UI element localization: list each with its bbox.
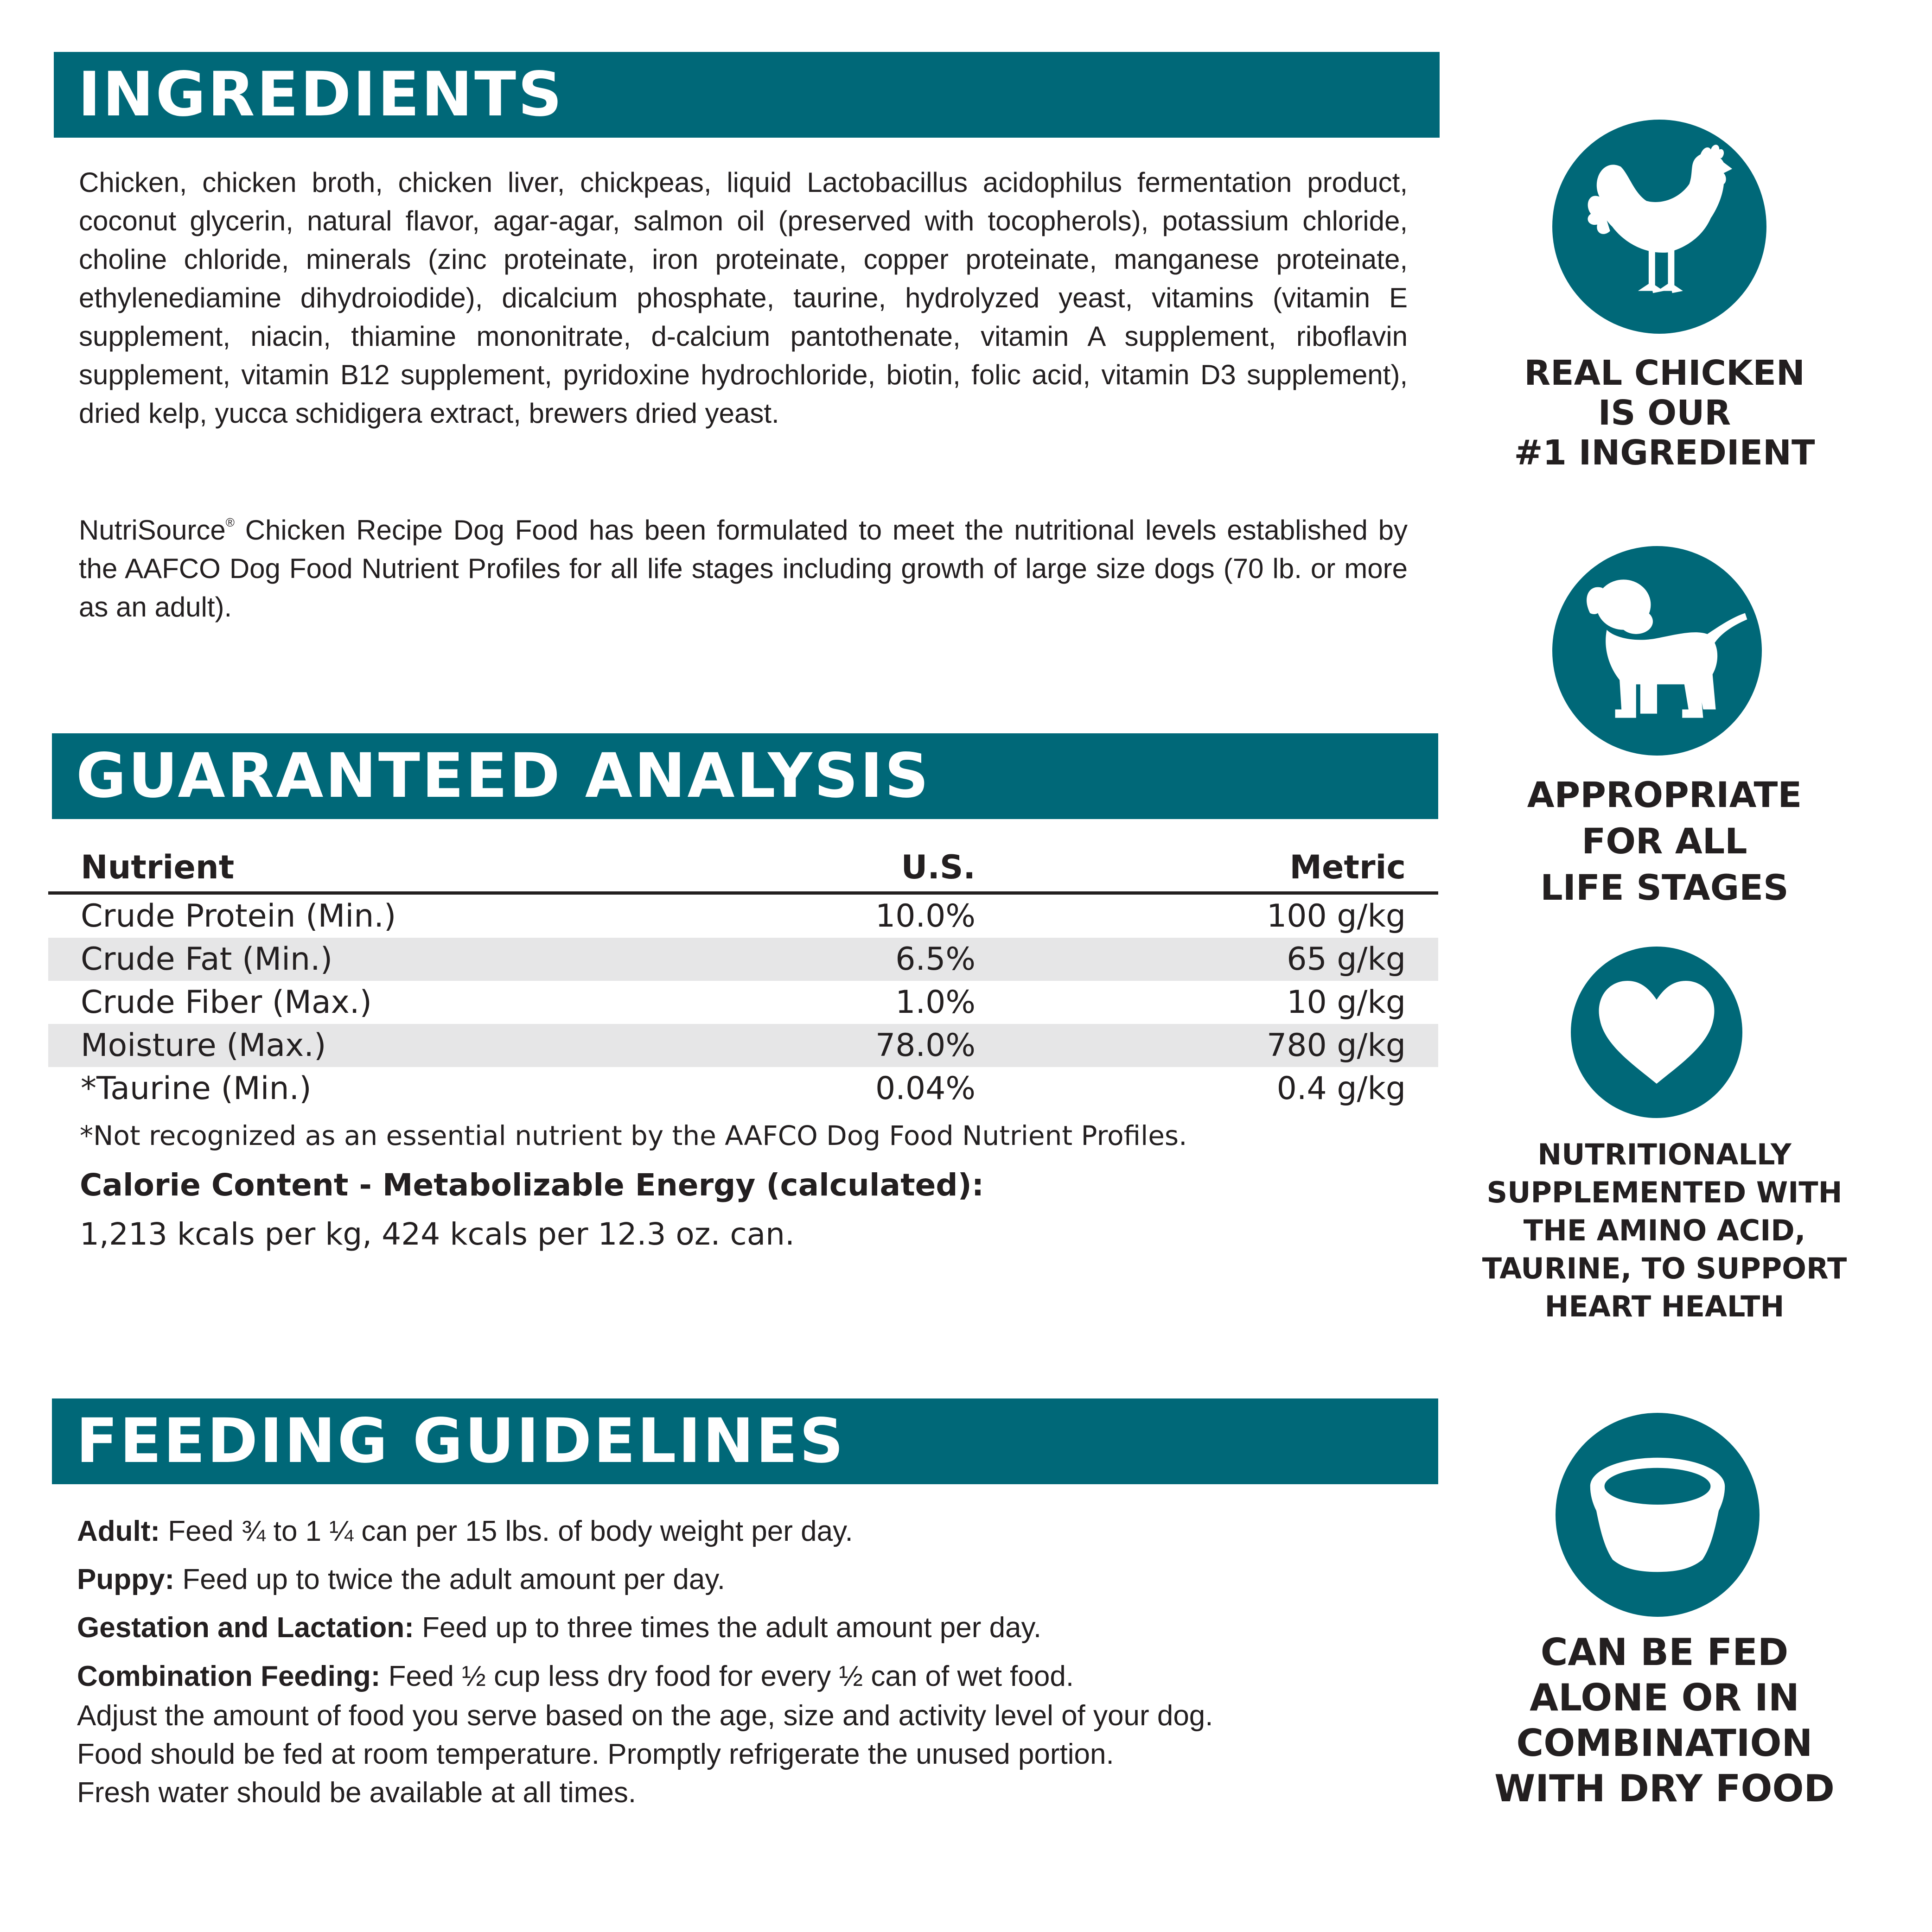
feeding-puppy-text: Feed up to twice the adult amount per day. xyxy=(174,1563,726,1595)
registered-mark: ® xyxy=(225,515,235,529)
badge-line: FOR ALL xyxy=(1581,820,1747,862)
table-row xyxy=(48,938,1438,981)
nutrient-us-value: 0.04% xyxy=(875,1070,976,1107)
analysis-table-header xyxy=(48,844,1438,895)
badge-line: CAN BE FED xyxy=(1540,1631,1789,1674)
nutrient-name: Crude Fiber (Max.) xyxy=(81,984,372,1021)
bowl-icon xyxy=(1556,1413,1760,1617)
analysis-heading: GUARANTEED ANALYSIS xyxy=(52,733,1438,819)
puppy-icon xyxy=(1552,546,1762,756)
badge-life-stages xyxy=(1433,772,1896,911)
badge-line: HEART HEALTH xyxy=(1544,1290,1785,1323)
ingredients-list: Chicken, chicken broth, chicken liver, chickpeas, liquid Lactobacillus acidophilus fermentation product, coconut glycerin, natural flavor, agar-agar, salmon oil (preserved with tocopherols), potassium chloride, choline chloride, minerals (zinc proteinate, iron proteinate, copper proteinate, manganese proteinate, ethylenediamine dihydroiodide), dicalcium phosphate, taurine, hydrolyzed yeast, vitamins (vitamin E supplement, niacin, thiamine mononitrate, d-calcium pantothenate, vitamin A supplement, riboflavin supplement, vitamin B12 supplement, pyridoxine hydrochloride, biotin, folic acid, vitamin D3 supplement), dried kelp, yucca schidigera extract, brewers dried yeast. xyxy=(79,167,1408,429)
table-row xyxy=(48,1024,1438,1067)
calorie-content-label: Calorie Content - Metabolizable Energy (calculated): xyxy=(80,1167,984,1203)
badge-line: COMBINATION xyxy=(1516,1722,1813,1765)
analysis-table xyxy=(48,844,1438,1110)
badge-line: REAL CHICKEN xyxy=(1524,353,1805,393)
badge-line: #1 INGREDIENT xyxy=(1514,433,1815,473)
feeding-heading: FEEDING GUIDELINES xyxy=(52,1398,1438,1484)
feeding-puppy-label: Puppy: xyxy=(77,1563,175,1595)
nutrient-metric-value: 780 g/kg xyxy=(1266,1027,1406,1064)
badge-line: WITH DRY FOOD xyxy=(1494,1767,1835,1810)
column-header-us: U.S. xyxy=(901,848,976,886)
feeding-gestation-label: Gestation and Lactation: xyxy=(77,1612,414,1644)
feeding-note: Fresh water should be available at all times. xyxy=(77,1777,637,1809)
feeding-puppy xyxy=(77,1560,1422,1599)
table-row xyxy=(48,981,1438,1024)
calorie-content-value: 1,213 kcals per kg, 424 kcals per 12.3 oz. can. xyxy=(80,1216,795,1252)
feeding-gestation xyxy=(77,1608,1422,1647)
heart-icon xyxy=(1571,947,1742,1118)
nutrient-metric-value: 100 g/kg xyxy=(1266,898,1406,934)
analysis-footnote: *Not recognized as an essential nutrient by the AAFCO Dog Food Nutrient Profiles. xyxy=(80,1120,1187,1151)
feeding-adult-label: Adult: xyxy=(77,1515,160,1547)
column-header-nutrient: Nutrient xyxy=(81,848,235,886)
badge-line: ALONE OR IN xyxy=(1530,1676,1799,1719)
column-header-metric: Metric xyxy=(1289,848,1406,886)
ingredients-heading: INGREDIENTS xyxy=(54,52,1440,138)
badge-line: LIFE STAGES xyxy=(1540,867,1789,908)
nutrient-us-value: 6.5% xyxy=(895,941,976,978)
nutrient-us-value: 10.0% xyxy=(875,898,976,934)
badge-combination xyxy=(1433,1630,1896,1811)
feeding-adult xyxy=(77,1512,1422,1551)
feeding-note: Adjust the amount of food you serve based on the age, size and activity level of your dog. xyxy=(77,1700,1213,1732)
nutrient-name: *Taurine (Min.) xyxy=(81,1070,312,1107)
badge-line: IS OUR xyxy=(1598,393,1731,433)
chicken-icon xyxy=(1552,120,1766,334)
feeding-gestation-text: Feed up to three times the adult amount per day. xyxy=(414,1612,1042,1644)
nutrient-name: Crude Fat (Min.) xyxy=(81,941,333,978)
badge-taurine xyxy=(1433,1136,1896,1326)
nutrient-us-value: 78.0% xyxy=(875,1027,976,1064)
nutrient-metric-value: 0.4 g/kg xyxy=(1276,1070,1406,1107)
badge-line: APPROPRIATE xyxy=(1527,774,1802,815)
badge-line: TAURINE, TO SUPPORT xyxy=(1482,1252,1847,1285)
feeding-combination-text: Feed ½ cup less dry food for every ½ can of wet food. xyxy=(380,1660,1074,1692)
brand-name: NutriSource xyxy=(79,515,226,546)
aafco-statement xyxy=(79,511,1408,626)
table-row xyxy=(48,895,1438,938)
nutrient-metric-value: 65 g/kg xyxy=(1287,941,1406,978)
badge-line: THE AMINO ACID, xyxy=(1523,1214,1806,1247)
nutrient-name: Moisture (Max.) xyxy=(81,1027,326,1064)
nutrient-name: Crude Protein (Min.) xyxy=(81,898,396,934)
badge-line: NUTRITIONALLY xyxy=(1537,1138,1792,1171)
feeding-adult-text: Feed ¾ to 1 ¼ can per 15 lbs. of body weight per day. xyxy=(160,1515,853,1547)
aafco-statement-text: Chicken Recipe Dog Food has been formulated to meet the nutritional levels established by the AAFCO Dog Food Nutrient Profiles for all life stages including growth of large size dogs (70 lb. or more as an adult). xyxy=(79,515,1408,623)
table-row xyxy=(48,1067,1438,1110)
nutrient-metric-value: 10 g/kg xyxy=(1287,984,1406,1021)
feeding-combination-label: Combination Feeding: xyxy=(77,1660,381,1692)
badge-line: SUPPLEMENTED WITH xyxy=(1486,1176,1843,1209)
nutrient-us-value: 1.0% xyxy=(895,984,976,1021)
feeding-note: Food should be fed at room temperature. Promptly refrigerate the unused portion. xyxy=(77,1738,1114,1770)
badge-real-chicken xyxy=(1433,353,1896,473)
feeding-combination xyxy=(77,1657,1422,1696)
